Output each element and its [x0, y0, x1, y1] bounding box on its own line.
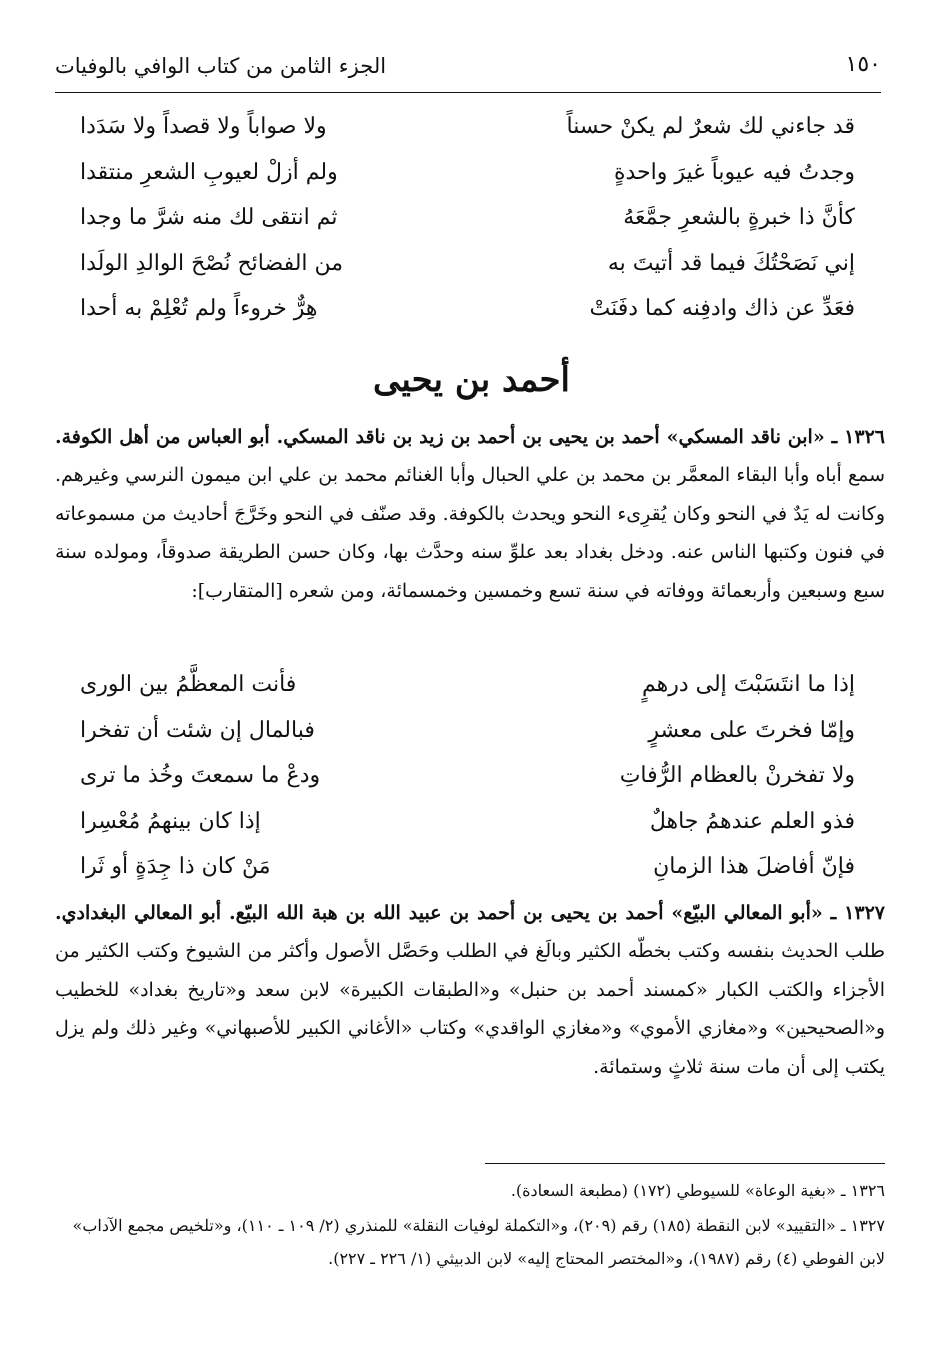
hemistich-first: فإنّ أفاضلَ هذا الزمانِ	[653, 854, 855, 879]
hemistich-first: وإمّا فخرتَ على معشرٍ	[648, 717, 855, 743]
hemistich-second: ولا صواباً ولا قصداً ولا سَدَدا	[80, 114, 327, 139]
hemistich-second: ولم أزلْ لعيوبِ الشعرِ منتقدا	[80, 159, 338, 185]
verse	[80, 757, 855, 803]
entry-1326-body: سمع أباه وأبا البقاء المعمَّر بن محمد بن علي الحبال وأبا الغنائم محمد بن علي ابن ميمون النرسي وغيرهم. وكانت له يَدٌ في النحو وكان يُقرِىء النحو ويحدث بالكوفة. وقد صنّف في النحو وخَرَّجَ أحاديث من مسموعاته في فنون وكتبها الناس عنه. ودخل بغداد بعد علوِّ سنه وحدَّث بها، وكان حسن الطريقة صدوقاً، ومولده سنة سبع وسبعين وأربعمائة ووفاته في سنة تسع وخمسين وخمسمائة، ومن شعره [المتقارب]:	[55, 464, 885, 602]
hemistich-first: إني نَصَحْتُكَ فيما قد أتيتَ به	[607, 250, 855, 276]
verse	[80, 245, 855, 291]
hemistich-second: فأنت المعظَّمُ بين الورى	[80, 672, 297, 697]
verse	[80, 199, 855, 245]
footnote-1326: ١٣٢٦ ـ «بغية الوعاة» للسيوطي (١٧٢) (مطبعة السعادة).	[510, 1181, 885, 1200]
verse	[80, 803, 855, 849]
hemistich-second: من الفضائح نُصْحَ الوالدِ الولَدا	[80, 250, 344, 276]
footnote-1327: ١٣٢٧ ـ «التقييد» لابن النقطة (١٨٥) رقم (٢٠٩)، و«التكملة لوفيات النقلة» للمنذري (٢/ ١٠٩ ـ ١١٠)، و«تلخيص مجمع الآداب» لابن الفوطي (٤) رقم (١٩٨٧)، و«المختصر المحتاج إليه» لابن الدبيثي (١/ ٢٢٦ ـ ٢٢٧).	[72, 1216, 885, 1268]
hemistich-first: كأنَّ ذا خبرةٍ بالشعرِ جمَّعَهُ	[623, 205, 855, 230]
hemistich-first: فعَدِّ عن ذاك وادفِنه كما دفَنَتْ	[589, 296, 855, 321]
page-number: ١٥٠	[845, 52, 881, 77]
hemistich-second: مَنْ كان ذا جِدَةٍ أو ثَرا	[80, 854, 271, 879]
verse	[80, 290, 855, 336]
verse	[80, 712, 855, 758]
hemistich-second: هِرٌّ خروءاً ولم تُعْلِمْ به أحدا	[80, 296, 318, 321]
hemistich-first: قد جاءني لك شعرٌ لم يكنْ حسناً	[566, 114, 855, 139]
hemistich-first: وجدتُ فيه عيوباً غيرَ واحدةٍ	[613, 159, 855, 185]
hemistich-second: إذا كان بينهمُ مُعْسِرا	[80, 808, 261, 834]
hemistich-first: إذا ما انتَسَبْتَ إلى درهمٍ	[641, 672, 855, 697]
section-heading: أحمد بن يحيى	[373, 360, 570, 400]
hemistich-second: فبالمال إن شئت أن تفخرا	[80, 717, 315, 743]
verse	[80, 848, 855, 894]
footnote-divider	[485, 1163, 885, 1164]
running-title: الجزء الثامن من كتاب الوافي بالوفيات	[55, 54, 387, 78]
entry-1326	[55, 418, 885, 610]
entry-1327-body: طلب الحديث بنفسه وكتب بخطّه الكثير وبالَغ في الطلب وحَصَّل الأصول وأكثر من الشيوخ وكتب الكثير من الأجزاء والكتب الكبار «كمسند أحمد بن حنبل» و«الطبقات الكبيرة» لابن سعد و«تاريخ بغداد» للخطيب و«الصحيحين» و«مغازي الأموي» و«مغازي الواقدي» وكتاب «الأغاني الكبير للأصبهاني» وغير ذلك ولم يزل يكتب إلى أن مات سنة ثلاثٍ وستمائة.	[55, 940, 885, 1078]
hemistich-second: ثم انتقى لك منه شرَّ ما وجدا	[80, 205, 338, 230]
page-header	[55, 48, 881, 93]
hemistich-first: فذو العلم عندهمُ جاهلٌ	[649, 808, 855, 834]
hemistich-second: ودعْ ما سمعتَ وخُذ ما ترى	[80, 763, 321, 788]
poem-2	[80, 666, 855, 894]
verse	[80, 666, 855, 712]
poem-1	[80, 108, 855, 336]
entry-1327-lead: ١٣٢٧ ـ «أبو المعالي البيّع» أحمد بن يحيى بن أحمد بن عبيد الله بن هبة الله البيّع. أبو المعالي البغدادي.	[55, 902, 885, 924]
verse	[80, 108, 855, 154]
hemistich-first: ولا تفخرنْ بالعظام الرُّفاتِ	[619, 763, 855, 788]
verse	[80, 154, 855, 200]
entry-1327	[55, 894, 885, 1086]
entry-1326-lead: ١٣٢٦ ـ «ابن ناقد المسكي» أحمد بن يحيى بن أحمد بن زيد بن ناقد المسكي. أبو العباس من أهل الكوفة.	[55, 426, 885, 448]
